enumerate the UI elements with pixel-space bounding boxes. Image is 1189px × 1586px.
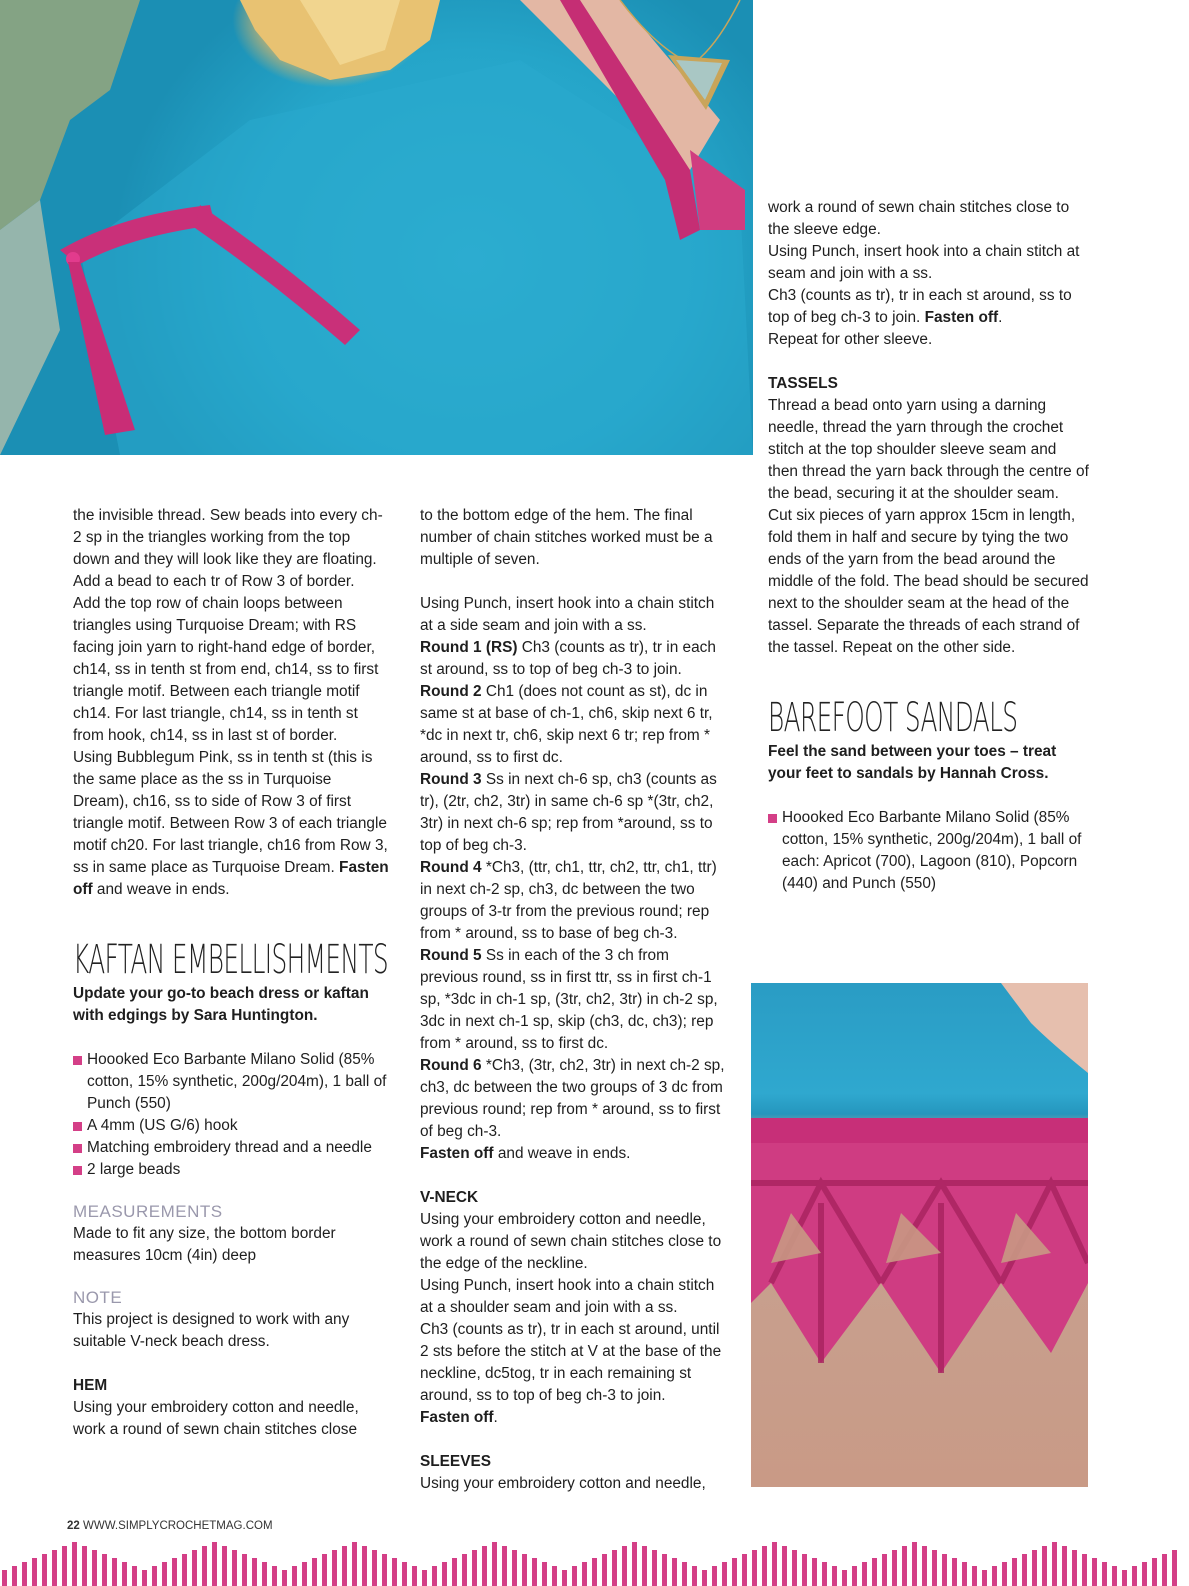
- round-label: Round 5: [420, 947, 482, 964]
- stripe: [462, 1554, 467, 1586]
- dress-sleeve-illustration: [0, 0, 753, 455]
- body-text: Add a bead to each tr of Row 3 of border.: [73, 573, 355, 590]
- vneck-punch: Using Punch, insert hook into a chain stitch at a shoulder seam and join with a ss.: [420, 1277, 715, 1316]
- stripe: [1122, 1570, 1127, 1586]
- stripe: [732, 1558, 737, 1586]
- stripe: [952, 1558, 957, 1586]
- stripe: [42, 1554, 47, 1586]
- fasten-off-line: [420, 1143, 730, 1165]
- fasten-off-bold: Fasten off: [73, 859, 389, 898]
- vneck-ch3: Ch3 (counts as tr), tr in each st around, until 2 sts before the stitch at V at the base of the neckline, dc5tog, tr in each remaining st around, ss to top of beg ch-3 to join.: [420, 1321, 722, 1404]
- stripe: [702, 1570, 707, 1586]
- stripe: [292, 1566, 297, 1586]
- stripe: [1102, 1562, 1107, 1586]
- stripe: [32, 1558, 37, 1586]
- stripe: [1152, 1558, 1157, 1586]
- section-title-sandals: BAREFOOT SANDALS: [768, 695, 1018, 741]
- stripe: [942, 1554, 947, 1586]
- sleeves-heading: SLEEVES: [420, 1453, 491, 1470]
- body-text: Add the top row of chain loops between triangles using Turquoise Dream; with RS facing join yarn to right-hand edge of border, ch14, ss in tenth st from end, ch14, ss to first triangle motif. Between each triangle motif ch14. For last triangle, ch14, ss in tenth st from hook, ch14, ss in last st of border.: [73, 595, 379, 744]
- stripe: [712, 1566, 717, 1586]
- stripe: [1072, 1550, 1077, 1586]
- round-4: [420, 857, 730, 945]
- vneck-heading: V-NECK: [420, 1189, 479, 1206]
- stripe: [642, 1546, 647, 1586]
- round-text: Ch3 (counts as tr), tr in each st around, ss to top of beg ch-3 to join.: [420, 639, 716, 678]
- stripe: [772, 1542, 777, 1586]
- stripe: [2, 1570, 7, 1586]
- materials-list: [768, 807, 1090, 895]
- stripe: [622, 1546, 627, 1586]
- fasten-off-bold: Fasten off: [420, 1409, 494, 1426]
- stripe: [882, 1554, 887, 1586]
- stripe: [802, 1554, 807, 1586]
- sleeves-text: Using your embroidery cotton and needle,: [420, 1475, 706, 1492]
- stripe: [782, 1546, 787, 1586]
- stripe: [1042, 1546, 1047, 1586]
- tassels-heading: TASSELS: [768, 375, 838, 392]
- stripe: [302, 1562, 307, 1586]
- stripe: [202, 1546, 207, 1586]
- stripe: [1012, 1558, 1017, 1586]
- fasten-off-bold: Fasten off: [420, 1145, 494, 1162]
- stripe: [992, 1566, 997, 1586]
- round-label: Round 4: [420, 859, 482, 876]
- stripe: [182, 1554, 187, 1586]
- stripe: [582, 1562, 587, 1586]
- stripe: [842, 1570, 847, 1586]
- measurements-text: Made to fit any size, the bottom border measures 10cm (4in) deep: [73, 1225, 336, 1264]
- stripe: [1052, 1542, 1057, 1586]
- stripe: [72, 1542, 77, 1586]
- stripe: [392, 1558, 397, 1586]
- stripe: [1172, 1550, 1177, 1586]
- lead-text: Feel the sand between your toes – treat your feet to sandals by Hannah Cross.: [768, 743, 1057, 782]
- stripe: [282, 1570, 287, 1586]
- stripe: [252, 1558, 257, 1586]
- stripe: [792, 1550, 797, 1586]
- stripe: [362, 1546, 367, 1586]
- list-item: Matching embroidery thread and a needle: [73, 1137, 391, 1159]
- stripe: [372, 1550, 377, 1586]
- stripe: [272, 1566, 277, 1586]
- tassels-text-2: Cut six pieces of yarn approx 15cm in length, fold them in half and secure by tying the two ends of the yarn from the bead around the middle of the fold. The bead should be secured next to the shoulder seam at the head of the tassel. Separate the threads of each strand of the tassel. Repeat on the other side.: [768, 507, 1089, 656]
- stripe: [852, 1566, 857, 1586]
- stripe: [312, 1558, 317, 1586]
- stripe: [492, 1542, 497, 1586]
- decorative-stripe-border: [0, 1540, 1189, 1586]
- stripe: [92, 1550, 97, 1586]
- body-text: [73, 747, 391, 901]
- stripe: [652, 1550, 657, 1586]
- round-text: Ss in next ch-6 sp, ch3 (counts as tr), (2tr, ch2, 3tr) in same ch-6 sp *(3tr, ch2, 3tr) in next ch-6 sp; rep from *around, ss to top of beg ch-3.: [420, 771, 717, 854]
- note-text: This project is designed to work with any suitable V-neck beach dress.: [73, 1311, 350, 1350]
- stripe: [1022, 1554, 1027, 1586]
- stripe: [872, 1558, 877, 1586]
- stripe: [52, 1550, 57, 1586]
- stripe: [452, 1558, 457, 1586]
- stripe: [1062, 1546, 1067, 1586]
- round-label: Round 3: [420, 771, 482, 788]
- stripe: [512, 1550, 517, 1586]
- stripe: [662, 1554, 667, 1586]
- bubblegum-text: Using Bubblegum Pink, ss in tenth st (this is the same place as the ss in Turquoise Dream), ch16, ss to side of Row 3 of first triangle motif. Between Row 3 of each triangle motif ch20. For last triangle, ch16 from Row 3, ss in same place as Turquoise Dream.: [73, 749, 388, 876]
- period: .: [493, 1409, 498, 1426]
- round-text: Ss in each of the 3 ch from previous round, ss in first ttr, ss in first ch-1 sp, *3dc in ch-1 sp, (3tr, ch2, 3tr) in ch-2 sp, 3dc in next ch-1 sp, skip (ch3, dc, ch3); rep from * around, ss to first dc.: [420, 947, 718, 1052]
- stripe: [1112, 1566, 1117, 1586]
- stripe: [192, 1550, 197, 1586]
- stripe: [342, 1546, 347, 1586]
- stripe: [972, 1566, 977, 1586]
- stripe: [592, 1558, 597, 1586]
- stripe: [752, 1550, 757, 1586]
- hem-text: Using your embroidery cotton and needle, work a round of sewn chain stitches close: [73, 1399, 359, 1438]
- body-text: the invisible thread. Sew beads into every ch-2 sp in the triangles working from the top down and they will look like they are floating.: [73, 507, 383, 568]
- list-item: A 4mm (US G/6) hook: [73, 1115, 391, 1137]
- stripe: [212, 1542, 217, 1586]
- stripe: [322, 1554, 327, 1586]
- stripe: [112, 1558, 117, 1586]
- stripe: [602, 1554, 607, 1586]
- sleeves-repeat: Repeat for other sleeve.: [768, 331, 933, 348]
- sleeves-punch: Using Punch, insert hook into a chain stitch at seam and join with a ss.: [768, 243, 1080, 282]
- materials-list: [73, 1049, 391, 1181]
- period: .: [998, 309, 1003, 326]
- stripe: [922, 1546, 927, 1586]
- tassels-text-1: Thread a bead onto yarn using a darning needle, thread the yarn through the crochet stitch at the top shoulder sleeve seam and then thread the yarn back through the centre of the bead, securing it at the shoulder seam.: [768, 397, 1089, 502]
- stripe: [932, 1550, 937, 1586]
- stripe: [262, 1562, 267, 1586]
- stripe: [672, 1558, 677, 1586]
- list-item: 2 large beads: [73, 1159, 391, 1181]
- round-label: Round 1 (RS): [420, 639, 518, 656]
- sleeves-continued: work a round of sewn chain stitches close to the sleeve edge.: [768, 199, 1070, 238]
- stripe: [22, 1562, 27, 1586]
- column-1: [73, 505, 391, 1441]
- stripe: [132, 1566, 137, 1586]
- stripe: [102, 1554, 107, 1586]
- stripe: [632, 1542, 637, 1586]
- hem-heading: HEM: [73, 1377, 108, 1394]
- stripe: [12, 1566, 17, 1586]
- stripe: [762, 1546, 767, 1586]
- footer-url: WWW.SIMPLYCROCHETMAG.COM: [79, 1520, 273, 1532]
- sleeves-ch3-text: Ch3 (counts as tr), tr in each st around, ss to top of beg ch-3 to join.: [768, 287, 1072, 326]
- stripe: [1032, 1550, 1037, 1586]
- page-number: 22: [67, 1520, 80, 1532]
- stripe: [1002, 1562, 1007, 1586]
- list-item: Hoooked Eco Barbante Milano Solid (85% cotton, 15% synthetic, 200g/204m), 1 ball of each: Apricot (700), Lagoon (810), Popcorn (440) and Punch (550): [768, 807, 1090, 895]
- stripe: [82, 1546, 87, 1586]
- stripe: [832, 1566, 837, 1586]
- stripe: [432, 1566, 437, 1586]
- round-3: [420, 769, 730, 857]
- column-3: [768, 197, 1090, 895]
- stripe: [502, 1546, 507, 1586]
- top-photo: [0, 0, 753, 455]
- stripe: [1092, 1558, 1097, 1586]
- stripe: [1162, 1554, 1167, 1586]
- round-5: [420, 945, 730, 1055]
- section-title-kaftan: KAFTAN EMBELLISHMENTS: [73, 937, 389, 983]
- round-1: [420, 637, 730, 681]
- crochet-border-illustration: [751, 983, 1088, 1487]
- measurements-label: MEASUREMENTS: [73, 1202, 223, 1221]
- column-2: [420, 505, 730, 1495]
- lead-text: Update your go-to beach dress or kaftan with edgings by Sara Huntington.: [73, 985, 369, 1024]
- stripe: [862, 1562, 867, 1586]
- stripe: [332, 1550, 337, 1586]
- stripe: [982, 1570, 987, 1586]
- stripe: [1142, 1562, 1147, 1586]
- stripe: [62, 1546, 67, 1586]
- stripe: [1082, 1554, 1087, 1586]
- stripe: [612, 1550, 617, 1586]
- stripe: [352, 1542, 357, 1586]
- vneck-text: Using your embroidery cotton and needle, work a round of sewn chain stitches close to the edge of the neckline.: [420, 1211, 722, 1272]
- stripe: [442, 1562, 447, 1586]
- stripe: [532, 1558, 537, 1586]
- round-2: [420, 681, 730, 769]
- stripe: [812, 1558, 817, 1586]
- fasten-off-bold: Fasten off: [924, 309, 999, 326]
- stripe: [242, 1554, 247, 1586]
- fasten-end: and weave in ends.: [493, 1145, 631, 1162]
- round-label: Round 6: [420, 1057, 482, 1074]
- round-label: Round 2: [420, 683, 482, 700]
- stripe: [172, 1558, 177, 1586]
- vneck-fasten: [420, 1407, 730, 1429]
- round-6: [420, 1055, 730, 1143]
- list-item: Hoooked Eco Barbante Milano Solid (85% cotton, 15% synthetic, 200g/204m), 1 ball of Punch (550): [73, 1049, 391, 1115]
- stripe: [912, 1542, 917, 1586]
- stripe: [552, 1566, 557, 1586]
- stripe: [722, 1562, 727, 1586]
- bubblegum-end: and weave in ends.: [92, 881, 230, 898]
- stripe: [562, 1570, 567, 1586]
- sleeves-ch3: [768, 285, 1090, 329]
- stripe: [162, 1562, 167, 1586]
- punch-text: Using Punch, insert hook into a chain stitch at a side seam and join with a ss.: [420, 595, 715, 634]
- stripe: [742, 1554, 747, 1586]
- stripe: [482, 1546, 487, 1586]
- stripe: [402, 1562, 407, 1586]
- stripe: [152, 1566, 157, 1586]
- stripe: [382, 1554, 387, 1586]
- stripe: [472, 1550, 477, 1586]
- stripe: [892, 1550, 897, 1586]
- stripe: [412, 1566, 417, 1586]
- stripe: [122, 1562, 127, 1586]
- stripe: [522, 1554, 527, 1586]
- stripe: [572, 1566, 577, 1586]
- round-text: *Ch3, (3tr, ch2, 3tr) in next ch-2 sp, ch3, dc between the two groups of 3 dc from previous round; rep from * around, ss to first of beg ch-3.: [420, 1057, 725, 1140]
- stripe: [542, 1562, 547, 1586]
- stripe: [222, 1546, 227, 1586]
- note-label: NOTE: [73, 1288, 123, 1307]
- stripe: [902, 1546, 907, 1586]
- hem-continued: to the bottom edge of the hem. The final number of chain stitches worked must be a multiple of seven.: [420, 507, 713, 568]
- stripe: [962, 1562, 967, 1586]
- bottom-photo: [751, 983, 1088, 1487]
- round-text: *Ch3, (ttr, ch1, ttr, ch2, ttr, ch1, ttr) in next ch-2 sp, ch3, dc between the two groups of 3-tr from the previous round; rep from * around, ss to base of beg ch-3.: [420, 859, 717, 942]
- stripe: [422, 1570, 427, 1586]
- round-text: Ch1 (does not count as st), dc in same st at base of ch-1, ch6, skip next 6 tr, *dc in next tr, ch6, skip next 6 tr; rep from * around, ss to first dc.: [420, 683, 713, 766]
- stripe: [682, 1562, 687, 1586]
- stripe: [232, 1550, 237, 1586]
- stripe: [692, 1566, 697, 1586]
- stripe: [142, 1570, 147, 1586]
- stripe: [1132, 1566, 1137, 1586]
- stripe: [822, 1562, 827, 1586]
- page-footer: [67, 1520, 273, 1532]
